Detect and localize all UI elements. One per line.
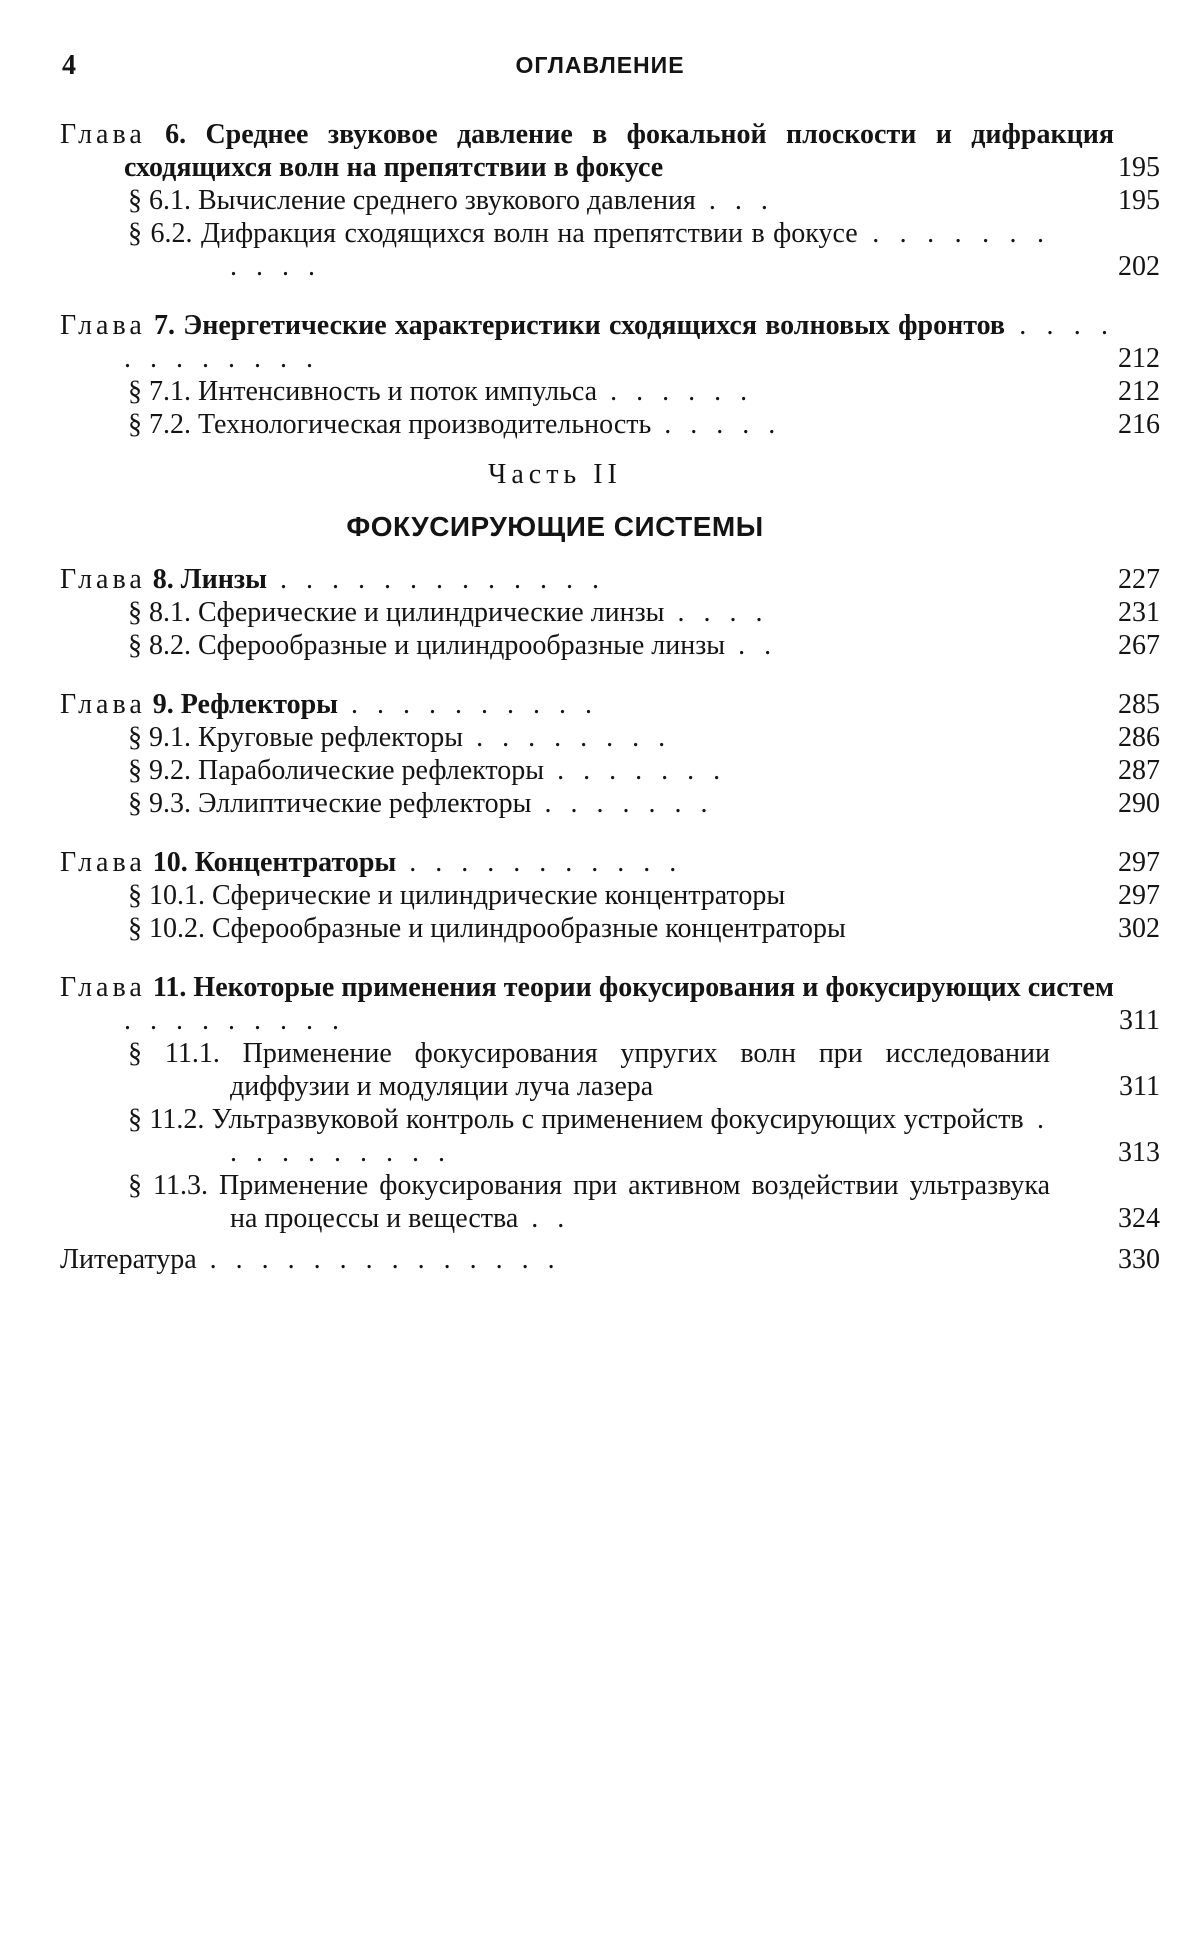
page-ref: 285 xyxy=(1118,689,1160,720)
section-title: § 10.2. Сферообразные и цилиндрообразные концентраторы xyxy=(128,913,846,944)
toc-section-9-1[interactable] xyxy=(128,721,1160,754)
chapter-label: Глава xyxy=(60,847,146,878)
dot-leader: . . . . . . . . . . . . xyxy=(124,310,1114,374)
chapter-label: Глава xyxy=(60,972,146,1003)
chapter-label: Глава xyxy=(60,310,146,341)
chapter-title: 8. Линзы xyxy=(145,564,268,595)
table-of-contents xyxy=(60,118,1160,1276)
spacer xyxy=(60,945,1160,971)
page-ref: 297 xyxy=(1118,847,1160,878)
toc-chapter-11[interactable] xyxy=(60,971,1160,1037)
dot-leader: . . . . . . . . . . . . . xyxy=(267,564,606,595)
page-ref: 311 xyxy=(1119,1071,1160,1102)
chapter-label: Глава xyxy=(60,564,146,595)
chapter-title: 10. Концентраторы xyxy=(145,847,397,878)
page-ref: 195 xyxy=(1118,152,1160,183)
dot-leader: . . . . . . xyxy=(597,376,754,407)
dot-leader: . . . . . . . . xyxy=(463,722,672,753)
chapter-label: Глава xyxy=(60,119,146,150)
dot-leader: . . . . . . . . . . . . . . xyxy=(196,1244,561,1275)
toc-chapter-8[interactable] xyxy=(60,563,1160,596)
section-title: § 6.1. Вычисление среднего звукового давления xyxy=(128,185,696,216)
page-ref: 195 xyxy=(1118,185,1160,216)
section-title: § 9.3. Эллиптические рефлекторы xyxy=(128,788,532,819)
toc-section-10-1[interactable] xyxy=(128,879,1160,912)
spacer xyxy=(60,820,1160,846)
section-title: § 8.2. Сферообразные и цилиндрообразные линзы xyxy=(128,630,726,661)
page-ref: 330 xyxy=(1118,1244,1160,1275)
toc-section-9-2[interactable] xyxy=(128,754,1160,787)
dot-leader: . . . . . . . . . . xyxy=(338,689,599,720)
page-ref: 290 xyxy=(1118,788,1160,819)
section-title: § 9.2. Параболические рефлекторы xyxy=(128,755,545,786)
spacer xyxy=(60,283,1160,309)
page-ref: 216 xyxy=(1118,409,1160,440)
page-ref: 286 xyxy=(1118,722,1160,753)
toc-section-10-2[interactable] xyxy=(128,912,1160,945)
page-ref: 313 xyxy=(1118,1137,1160,1168)
toc-chapter-10[interactable] xyxy=(60,846,1160,879)
dot-leader: . . . xyxy=(695,185,774,216)
toc-section-6-2[interactable] xyxy=(128,217,1160,283)
spacer xyxy=(60,662,1160,688)
page-ref: 267 xyxy=(1118,630,1160,661)
section-title: § 8.1. Сферические и цилиндрические линзы xyxy=(128,597,665,628)
section-title: § 11.1. Применение фокусирования упругих волн при исследовании диффузии и модуляции луча лазера xyxy=(128,1038,1050,1102)
page-ref: 302 xyxy=(1118,913,1160,944)
section-title: § 11.3. Применение фокусирования при активном воздействии ультразвука на процессы и вещества xyxy=(128,1170,1050,1234)
toc-section-11-3[interactable] xyxy=(128,1169,1160,1235)
toc-section-8-2[interactable] xyxy=(128,629,1160,662)
section-title: § 9.1. Круговые рефлекторы xyxy=(128,722,464,753)
page-ref: 227 xyxy=(1118,564,1160,595)
dot-leader: . . . . . . . . . xyxy=(124,1005,345,1036)
page-ref: 287 xyxy=(1118,755,1160,786)
toc-section-6-1[interactable] xyxy=(128,184,1160,217)
page-ref: 231 xyxy=(1118,597,1160,628)
toc-chapter-9[interactable] xyxy=(60,688,1160,721)
page-ref: 212 xyxy=(1118,343,1160,374)
toc-section-9-3[interactable] xyxy=(128,787,1160,820)
part-title: ФОКУСИРУЮЩИЕ СИСТЕМЫ xyxy=(346,511,764,542)
page-ref: 311 xyxy=(1119,1005,1160,1036)
dot-leader: . . xyxy=(725,630,778,661)
dot-leader: . . . . xyxy=(664,597,769,628)
running-title: ОГЛАВЛЕНИЕ xyxy=(515,52,685,78)
dot-leader: . . . . . . . . . . . xyxy=(396,847,683,878)
dot-leader: . . . . . xyxy=(651,409,782,440)
section-title: § 11.2. Ультразвуковой контроль с применением фокусирующих устройств xyxy=(128,1104,1024,1135)
toc-section-7-2[interactable] xyxy=(128,408,1160,441)
chapter-title: 11. Некоторые применения теории фокусирования и фокусирующих систем xyxy=(145,972,1114,1003)
part-label: Часть II xyxy=(488,459,622,490)
dot-leader: . . . . . . . . . . . xyxy=(230,218,1050,282)
page-number: 4 xyxy=(62,50,76,81)
toc-literature[interactable] xyxy=(60,1243,1160,1276)
section-title: § 10.1. Сферические и цилиндрические концентраторы xyxy=(128,880,786,911)
spacer xyxy=(60,1235,1160,1243)
literature-title: Литература xyxy=(60,1244,197,1275)
page-ref: 297 xyxy=(1118,880,1160,911)
dot-leader: . . . . . . . . . . xyxy=(230,1104,1050,1168)
toc-chapter-7[interactable] xyxy=(60,309,1160,375)
page-ref: 324 xyxy=(1118,1203,1160,1234)
toc-section-11-2[interactable] xyxy=(128,1103,1160,1169)
toc-chapter-6[interactable] xyxy=(60,118,1160,184)
toc-section-11-1[interactable] xyxy=(128,1037,1160,1103)
dot-leader: . . xyxy=(518,1203,571,1234)
page-ref: 212 xyxy=(1118,376,1160,407)
section-title: § 7.1. Интенсивность и поток импульса xyxy=(128,376,598,407)
section-title: § 6.2. Дифракция сходящихся волн на препятствии в фокусе xyxy=(128,218,858,249)
chapter-title: 9. Рефлекторы xyxy=(145,689,339,720)
chapter-title: 7. Энергетические характеристики сходящихся волновых фронтов xyxy=(145,310,1006,341)
chapter-label: Глава xyxy=(60,689,146,720)
page-header xyxy=(0,50,1200,90)
toc-section-7-1[interactable] xyxy=(128,375,1160,408)
chapter-title: 6. Среднее звуковое давление в фокальной плоскости и дифракция сходящихся волн на препятствии в фокусе xyxy=(124,119,1114,183)
dot-leader: . . . . . . . xyxy=(531,788,714,819)
dot-leader: . . . . . . . xyxy=(544,755,727,786)
page-ref: 202 xyxy=(1118,251,1160,282)
section-title: § 7.2. Технологическая производительность xyxy=(128,409,652,440)
toc-section-8-1[interactable] xyxy=(128,596,1160,629)
